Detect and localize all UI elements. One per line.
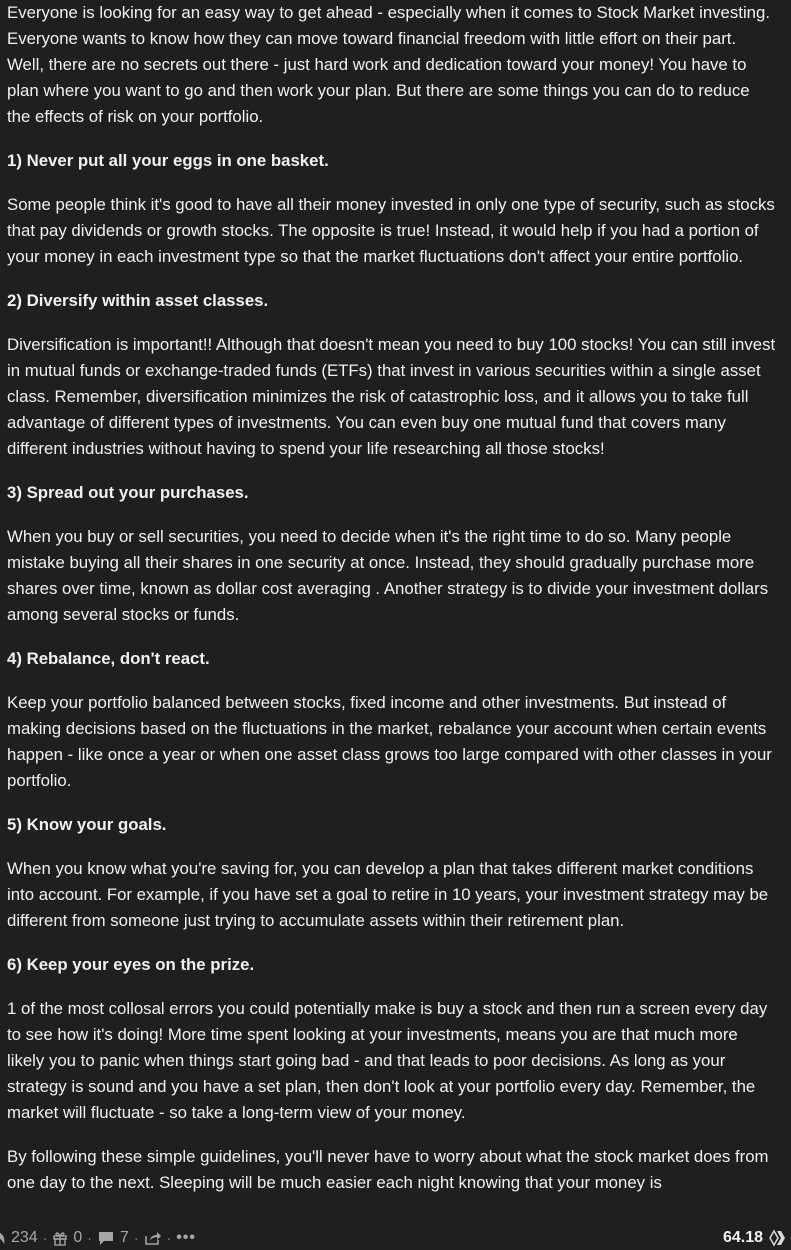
- section-heading: 6) Keep your eyes on the prize.: [7, 955, 255, 974]
- section-body: Some people think it's good to have all their money invested in only one type of security, such as stocks that pay dividends or growth stocks. The opposite is true! Instead, it would help if you had a portion of your money in each investment type so that the market fluctuations don't affect your entire portfolio.: [7, 195, 775, 266]
- vote-count: 234: [11, 1229, 38, 1246]
- post-action-bar: [0, 1226, 791, 1250]
- separator: ·: [166, 1230, 172, 1246]
- section-heading: 1) Never put all your eggs in one basket.: [7, 151, 329, 170]
- action-bar-left: [0, 1229, 196, 1247]
- separator: ·: [42, 1230, 48, 1246]
- article-intro: Everyone is looking for an easy way to get ahead - especially when it comes to Stock Market investing. Everyone wants to know how they can move toward financial freedom with little effort on their part. Well, there are no secrets out there - just hard work and dedication toward your money! You have to plan where you want to go and then work your plan. But there are some things you can do to reduce the effects of risk on your portfolio.: [7, 3, 770, 126]
- section-body: 1 of the most collosal errors you could potentially make is buy a stock and then run a screen every day to see how it's doing! More time spent looking at your investments, means you are that much more likely you to panic when things start going bad - and that leads to poor decisions. As long as your strategy is sound and you have a set plan, then don't look at your portfolio every day. Remember, the market will fluctuate - so take a long-term view of your money.: [7, 999, 768, 1122]
- vote-count-button[interactable]: [0, 1229, 38, 1247]
- payout-value: 64.18: [722, 1229, 763, 1246]
- section-heading: 5) Know your goals.: [7, 815, 167, 834]
- gift-icon: [52, 1230, 68, 1246]
- payout-button[interactable]: [723, 1226, 787, 1250]
- more-button[interactable]: [176, 1229, 196, 1247]
- section-heading: 3) Spread out your purchases.: [7, 483, 249, 502]
- section-body: Diversification is important!! Although that doesn't mean you need to buy 100 stocks! You can still invest in mutual funds or exchange-traded funds (ETFs) that invest in various securities within a single asset class. Remember, diversification minimizes the risk of catastrophic loss, and it allows you to take full advantage of different types of investments. You can even buy one mutual fund that covers many different industries without having to spend your life researching all those stocks!: [7, 335, 776, 458]
- section-body: When you know what you're saving for, you can develop a plan that takes different market conditions into account. For example, if you have set a goal to retire in 10 years, your investment strategy may be different from someone just trying to accumulate assets within their retirement plan.: [7, 859, 769, 930]
- gift-count: 0: [73, 1229, 83, 1246]
- section-body: Keep your portfolio balanced between stocks, fixed income and other investments. But instead of making decisions based on the fluctuations in the market, rebalance your account when certain events happen - like once a year or when one asset class grows too large compared with other classes in your portfolio.: [7, 693, 772, 790]
- gift-button[interactable]: [52, 1229, 82, 1247]
- comments-button[interactable]: [97, 1229, 129, 1247]
- separator: ·: [87, 1230, 92, 1246]
- section-heading: 2) Diversify within asset classes.: [7, 291, 269, 310]
- upvote-icon: [0, 1231, 6, 1245]
- article-body: [7, 0, 777, 1223]
- section-body: When you buy or sell securities, you need to decide when it's the right time to do so. Many people mistake buying all their shares in one security at once. Instead, they should gradually purchase more shares over time, known as dollar cost averaging . Another strategy is to divide your investment dollars among several stocks or funds.: [7, 527, 769, 624]
- article-closing: By following these simple guidelines, you'll never have to worry about what the stock market does from one day to the next. Sleeping will be much easier each night knowing that your money is: [7, 1147, 769, 1192]
- more-icon: •••: [176, 1229, 197, 1246]
- share-icon: [144, 1230, 162, 1246]
- separator: ·: [133, 1230, 139, 1246]
- comment-count: 7: [119, 1229, 129, 1246]
- comment-icon: [97, 1230, 115, 1246]
- section-heading: 4) Rebalance, don't react.: [7, 649, 210, 668]
- hive-icon: [769, 1229, 787, 1247]
- share-button[interactable]: [144, 1230, 162, 1246]
